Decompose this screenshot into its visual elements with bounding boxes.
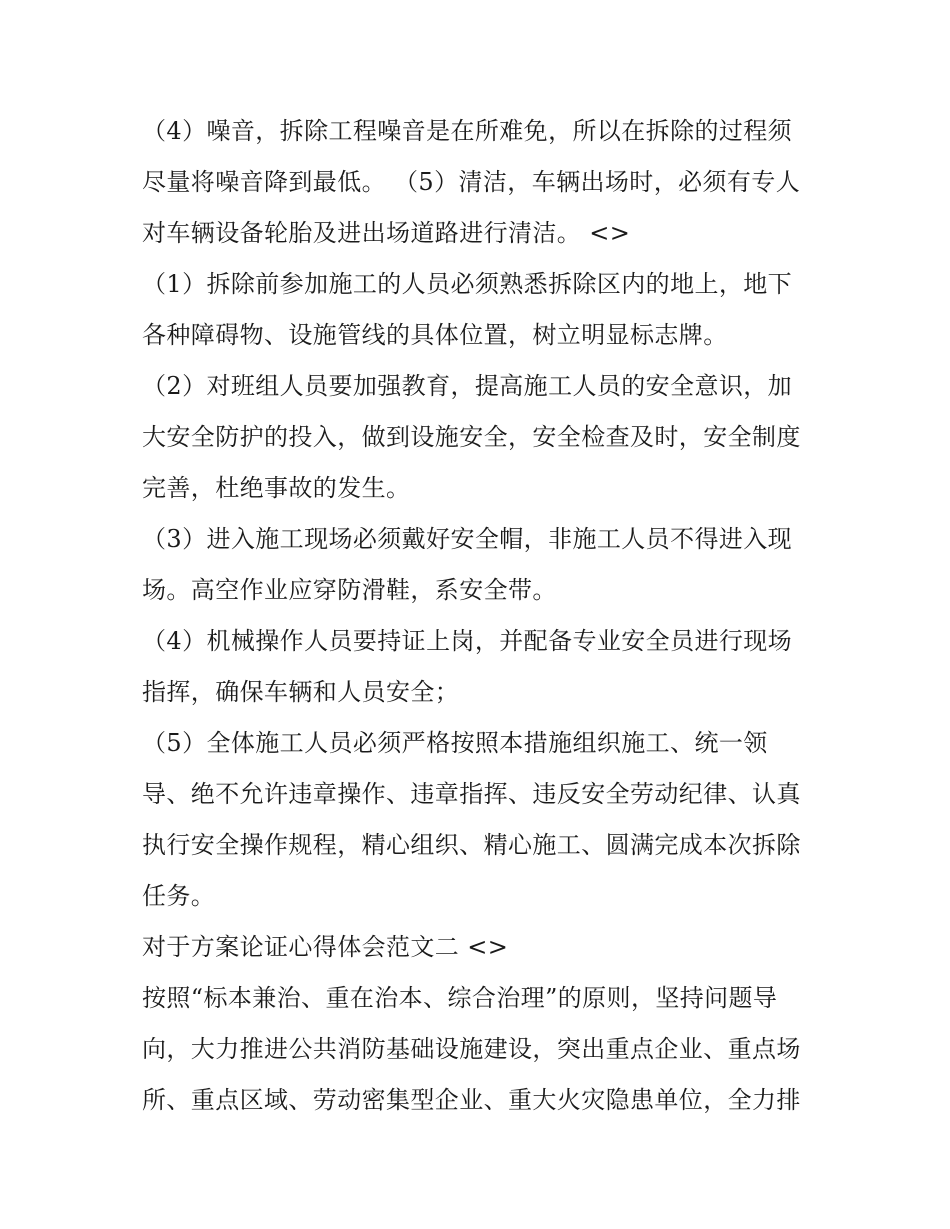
text-line: （1）拆除前参加施工的人员必须熟悉拆除区内的地上，地下 <box>142 270 793 298</box>
text-line: 按照“标本兼治、重在治本、综合治理”的原则，坚持问题导 <box>142 984 778 1012</box>
text-line: 尽量将噪音降到最低。 （5）清洁，车辆出场时，必须有专人 <box>142 168 801 196</box>
text-line: 场。高空作业应穿防滑鞋，系安全带。 <box>142 576 557 604</box>
text-line: （4）机械操作人员要持证上岗，并配备专业安全员进行现场 <box>142 627 793 655</box>
text-line: 完善，杜绝事故的发生。 <box>142 474 411 502</box>
text-line: 执行安全操作规程，精心组织、精心施工、圆满完成本次拆除 <box>142 831 801 859</box>
text-line: （3）进入施工现场必须戴好安全帽，非施工人员不得进入现 <box>142 525 793 553</box>
text-line: 指挥，确保车辆和人员安全； <box>142 678 460 706</box>
text-line: 对车辆设备轮胎及进出场道路进行清洁。 <> <box>142 219 631 247</box>
text-line: 各种障碍物、设施管线的具体位置，树立明显标志牌。 <box>142 321 728 349</box>
text-line: （2）对班组人员要加强教育，提高施工人员的安全意识，加 <box>142 372 793 400</box>
text-line: 任务。 <box>142 882 216 910</box>
text-line: （4）噪音，拆除工程噪音是在所难免，所以在拆除的过程须 <box>142 117 793 145</box>
text-line: 大安全防护的投入，做到设施安全，安全检查及时，安全制度 <box>142 423 801 451</box>
text-line: 向，大力推进公共消防基础设施建设，突出重点企业、重点场 <box>142 1035 801 1063</box>
text-line: 导、绝不允许违章操作、违章指挥、违反安全劳动纪律、认真 <box>142 780 801 808</box>
text-line: 所、重点区域、劳动密集型企业、重大火灾隐患单位，全力排 <box>142 1086 801 1114</box>
section-heading: 对于方案论证心得体会范文二 <> <box>142 933 509 961</box>
text-line: （5）全体施工人员必须严格按照本措施组织施工、统一领 <box>142 729 768 757</box>
document-body <box>142 106 822 1126</box>
